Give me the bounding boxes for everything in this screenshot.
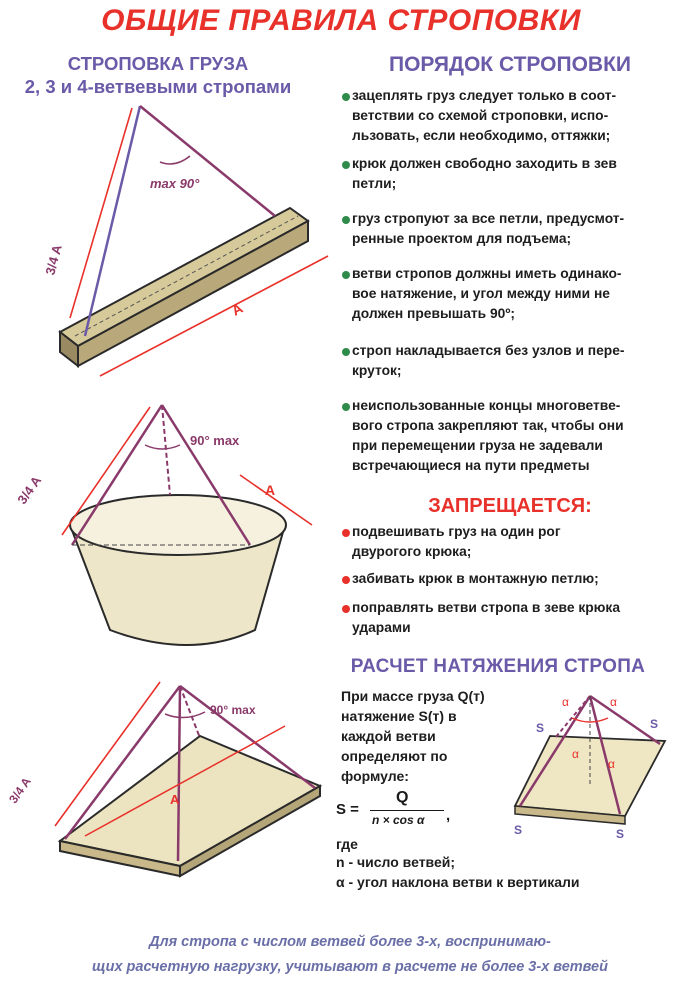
bowl-length-label: A — [265, 482, 276, 498]
procedure-item: зацеплять груз следует только в соот- ветствии со схемой строповки, испо- льзовать, если необходимо, оттяжки; — [342, 86, 688, 146]
green-bullet-icon — [342, 403, 350, 411]
formula-numerator: Q — [396, 789, 409, 806]
forbidden-title: ЗАПРЕЩАЕТСЯ: — [428, 495, 592, 517]
red-bullet-icon — [342, 576, 350, 584]
formula-tail: , — [446, 807, 451, 824]
force-label-top-right: S — [650, 717, 659, 731]
slab-angle-label: 90° max — [210, 703, 256, 717]
procedure-item: строп накладывается без узлов и пере- круток; — [342, 341, 688, 381]
force-label-top-left: S — [536, 721, 545, 735]
procedure-item: ветви стропов должны иметь одинако- вое натяжение, и угол между ними не должен превышать 90º; — [342, 264, 688, 324]
alpha-label-center: α — [572, 747, 579, 761]
beam-slinging-diagram — [40, 96, 340, 392]
force-label-bottom-right: S — [616, 827, 625, 841]
green-bullet-icon — [342, 93, 350, 101]
procedure-item: крюк должен свободно заходить в зев петли; — [342, 154, 688, 194]
left-title-line2: 2, 3 и 4-ветвевыми стропами — [24, 76, 292, 97]
where-label: где — [336, 836, 358, 852]
bowl-sling-length-label: 3/4 A — [14, 473, 45, 507]
procedure-title: ПОРЯДОК СТРОПОВКИ — [389, 53, 631, 76]
tension-formula — [336, 789, 466, 831]
note-branches: n - число ветвей; — [336, 854, 456, 870]
left-section-title — [8, 52, 308, 98]
slab-sling-length-label: 3/4 A — [6, 774, 34, 806]
note-angle: α - угол наклона ветви к вертикали — [336, 874, 580, 890]
green-bullet-icon — [342, 271, 350, 279]
alpha-label-left: α — [562, 695, 569, 709]
tension-calc-diagram — [510, 686, 675, 841]
forbidden-item: подвешивать груз на один рог двурогого крюка; — [342, 522, 688, 562]
bowl-slinging-diagram — [14, 395, 320, 655]
formula-denominator: n × cos α — [372, 813, 425, 827]
bowl-angle-label: 90° max — [190, 433, 240, 448]
alpha-label-inner: α — [608, 757, 615, 771]
forbidden-item: поправлять ветви стропа в зеве крюка ударами — [342, 598, 688, 638]
procedure-item: груз стропуют за все петли, предусмот- ренные проектом для подъема; — [342, 209, 688, 249]
red-bullet-icon — [342, 529, 350, 537]
footer-note: Для стропа с числом ветвей более 3-х, воспринимаю- щих расчетную нагрузку, учитывают в расчете не более 3-х ветвей — [92, 934, 608, 975]
calculation-text: При массе груза Q(т) натяжение S(т) в каждой ветви определяют по формуле: — [341, 688, 485, 784]
forbidden-item: забивать крюк в монтажную петлю; — [342, 569, 688, 589]
force-label-bottom-left: S — [514, 823, 523, 837]
procedure-item: неиспользованные концы многоветве- вого стропа закрепляют так, чтобы они при перемещении груза не задевали встречающиеся на пути предметы — [342, 396, 688, 476]
green-bullet-icon — [342, 161, 350, 169]
beam-length-label: A — [228, 299, 246, 319]
beam-angle-label: max 90° — [150, 176, 200, 191]
page-title: ОБЩИЕ ПРАВИЛА СТРОПОВКИ — [101, 4, 581, 37]
red-bullet-icon — [342, 605, 350, 613]
left-title-line1: СТРОПОВКА ГРУЗА — [67, 53, 249, 74]
slab-length-label: A — [170, 792, 180, 807]
green-bullet-icon — [342, 216, 350, 224]
beam-sling-length-label: 3/4 A — [42, 243, 65, 277]
alpha-label-right: α — [610, 695, 617, 709]
formula-lhs: S = — [336, 801, 359, 818]
calculation-title: РАСЧЕТ НАТЯЖЕНИЯ СТРОПА — [350, 656, 646, 677]
slab-slinging-diagram — [6, 676, 330, 876]
green-bullet-icon — [342, 348, 350, 356]
